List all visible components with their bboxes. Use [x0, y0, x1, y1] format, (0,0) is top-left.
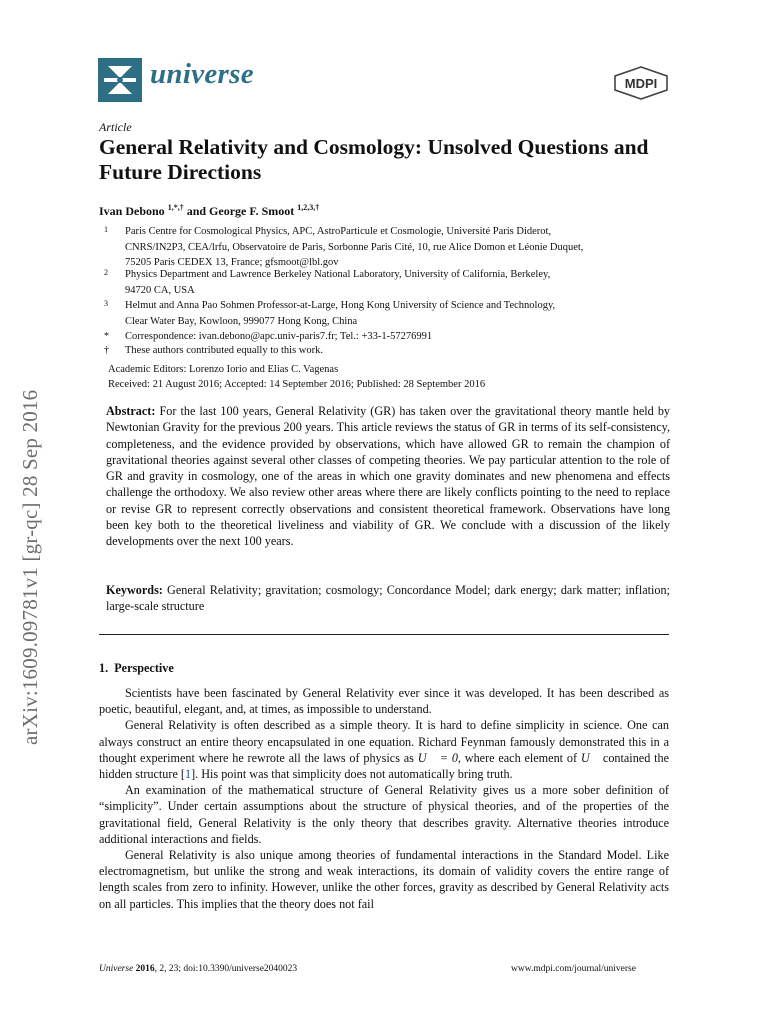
author-line: [99, 203, 319, 219]
keywords-label: Keywords:: [106, 583, 163, 597]
academic-editors: Academic Editors: Lorenzo Iorio and Elias C. Vagenas: [108, 364, 339, 375]
affiliation-text: Helmut and Anna Pao Sohmen Professor-at-Large, Hong Kong University of Science and Technology, Clear Water Bay, Kowloon, 999077 Hong Kong, China: [125, 300, 556, 327]
keywords-text: General Relativity; gravitation; cosmology; Concordance Model; dark energy; dark matter; inflation; large-scale structure: [106, 583, 670, 614]
paper-title: General Relativity and Cosmology: Unsolved Questions and Future Directions: [99, 135, 649, 184]
universe-logo-icon: [98, 58, 142, 102]
paragraph-text: contained the hidden structure [: [99, 750, 669, 782]
correspondence-text: Correspondence: ivan.debono@apc.univ-paris7.fr; Tel.: +33-1-57276991: [125, 331, 433, 342]
affiliation-mark: 3: [104, 299, 108, 308]
footer-year: 2016: [135, 964, 155, 974]
paragraph: An examination of the mathematical structure of General Relativity gives us a more sober definition of “simplicity”. Under certain assumptions about the structure of physical theories, and of the properties of the gravitational field, General Relativity is the only theory that describes gravity. Alternative theories introduce additional interactions and fields.: [99, 783, 669, 846]
abstract: [106, 403, 670, 550]
author-marks: 1,2,3,†: [297, 203, 320, 212]
equation: U⃗ = 0: [417, 750, 458, 765]
section-heading: [99, 661, 174, 676]
affiliation-mark: 1: [104, 225, 108, 234]
affiliation-text: Physics Department and Lawrence Berkeley National Laboratory, University of California, Berkeley, 94720 CA, USA: [125, 269, 551, 296]
equal-contribution-text: These authors contributed equally to this work.: [125, 345, 323, 356]
article-type: Article: [99, 120, 132, 134]
footer-citation: [99, 964, 297, 974]
paragraph-text: , where each element of: [457, 750, 581, 765]
paragraph-text: ]. His point was that simplicity does not automatically bring truth.: [191, 767, 513, 782]
paragraph-text: General Relativity is often described as a simple theory. It is hard to define simplicity in science. One can always construct an entire theory encapsulated in one equation. Richard Feynman famously demonstrated this in a thought experiment where he rewrote all the laws of physics as: [99, 718, 669, 765]
section-number: 1.: [99, 661, 109, 675]
section-title: Perspective: [114, 661, 174, 675]
mdpi-label: MDPI: [624, 76, 658, 91]
author-joiner: and: [183, 204, 210, 218]
abstract-label: Abstract:: [106, 404, 156, 418]
mdpi-logo-icon: [614, 66, 668, 100]
section-divider: [99, 634, 669, 635]
citation-link[interactable]: 1: [184, 767, 192, 782]
affiliation-mark: 2: [104, 268, 108, 277]
affiliation-mark: *: [104, 331, 109, 342]
affiliation-text: Paris Centre for Cosmological Physics, APC, AstroParticule et Cosmologie, Université Paris Diderot, CNRS/IN2P3, CEA/lrfu, Observatoire de Paris, Sorbonne Paris Cité, 10, rue Alice Domon et Léonie Duquet, 75205 Paris CEDEX 13, France; gfsmoot@lbl.gov: [125, 226, 584, 268]
journal-name: universe: [150, 58, 254, 90]
footer-doi: , 2, 23; doi:10.3390/universe2040023: [154, 964, 298, 974]
affiliation-mark: †: [104, 345, 109, 356]
paragraph: Scientists have been fascinated by General Relativity ever since it was developed. It has been described as poetic, beautiful, elegant, and, at times, as impossible to understand.: [99, 686, 669, 717]
paragraph: [99, 717, 669, 782]
paragraph: General Relativity is also unique among theories of fundamental interactions in the Standard Model. Like electromagnetism, but unlike the strong and weak interactions, its domain of validity covers the entire range of length scales from zero to infinity. However, unlike the other forces, gravity as described by General Relativity acts on all particles. This implies that the theory does not fail: [99, 848, 669, 911]
section-body: [99, 685, 669, 912]
author-name: Ivan Debono: [99, 204, 165, 218]
abstract-text: For the last 100 years, General Relativity (GR) has taken over the gravitational theory mantle held by Newtonian Gravity for the previous 200 years. This article reviews the status of GR in terms of its self-consistency, completeness, and the evidence provided by observations, which have allowed GR to remain the champion of gravitational theories against several other classes of competing theories. We pay particular attention to the role of GR and gravity in cosmology, one of the areas in which one gravity dominates and new phenomena and effects challenge the orthodoxy. We also review other areas where there are likely conflicts pointing to the need to replace or revise GR to represent correctly observations and consistent theoretical framework. Observations have long been key both to the theoretical liveliness and viability of GR. We conclude with a discussion of the likely developments over the next 100 years.: [106, 404, 671, 549]
equation: U⃗: [580, 750, 600, 765]
footer-journal: Universe: [99, 964, 134, 974]
author-marks: 1,*,†: [167, 203, 184, 212]
footer-url[interactable]: www.mdpi.com/journal/universe: [511, 964, 636, 974]
publication-dates: Received: 21 August 2016; Accepted: 14 September 2016; Published: 28 September 2016: [108, 379, 486, 390]
keywords: [106, 582, 670, 615]
arxiv-stamp: arXiv:1609.09781v1 [gr-qc] 28 Sep 2016: [18, 389, 42, 745]
author-name: George F. Smoot: [209, 204, 295, 218]
